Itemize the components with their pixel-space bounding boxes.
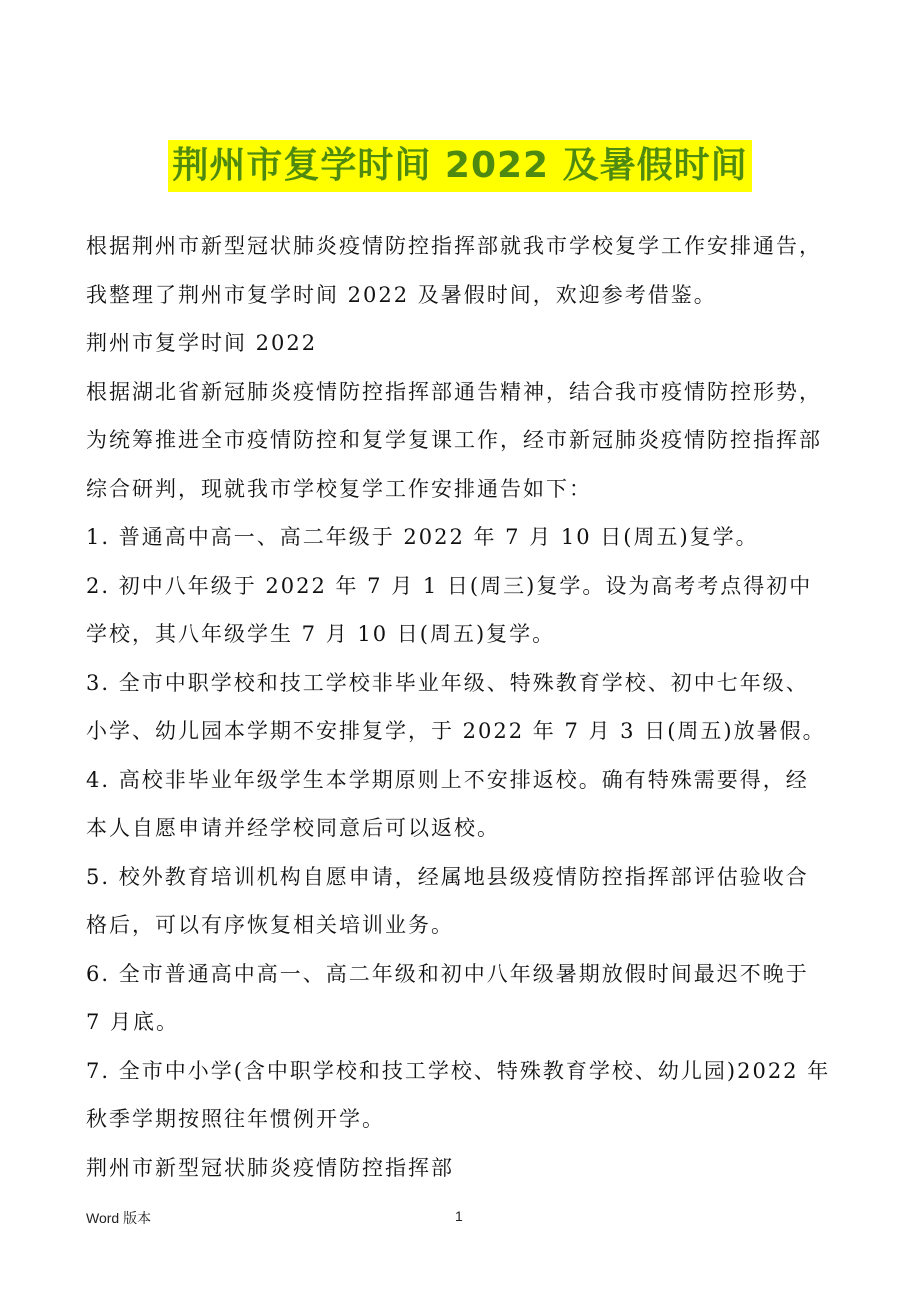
paragraph-item-1: 1. 普通高中高一、高二年级于 2022 年 7 月 10 日(周五)复学。 — [86, 525, 759, 549]
page-number: 1 — [455, 1208, 463, 1224]
paragraph-item-7: 7. 全市中小学(含中职学校和技工学校、特殊教育学校、幼儿园)2022 年秋季学期按照往年惯例开学。 — [86, 1058, 831, 1131]
paragraph-item-5: 5. 校外教育培训机构自愿申请，经属地县级疫情防控指挥部评估验收合格后，可以有序恢复相关培训业务。 — [86, 864, 809, 937]
paragraph-signature: 荆州市新型冠状肺炎疫情防控指挥部 — [86, 1155, 454, 1180]
footer-label: Word 版本 — [86, 1210, 152, 1226]
document-body — [86, 222, 831, 1192]
paragraph-item-6: 6. 全市普通高中高一、高二年级和初中八年级暑期放假时间最迟不晚于 7 月底。 — [86, 961, 809, 1034]
paragraph-item-4: 4. 高校非毕业年级学生本学期原则上不安排返校。确有特殊需要得，经本人自愿申请并经学校同意后可以返校。 — [86, 767, 809, 840]
title-container — [0, 140, 920, 192]
paragraph-item-3: 3. 全市中职学校和技工学校非毕业年级、特殊教育学校、初中七年级、小学、幼儿园本学期不安排复学，于 2022 年 7 月 3 日(周五)放暑假。 — [86, 670, 826, 743]
paragraph-notice: 根据湖北省新冠肺炎疫情防控指挥部通告精神，结合我市疫情防控形势，为统筹推进全市疫情防控和复学复课工作，经市新冠肺炎疫情防控指挥部综合研判，现就我市学校复学工作安排通告如下： — [86, 379, 822, 501]
document-title: 荆州市复学时间 2022 及暑假时间 — [168, 140, 751, 192]
paragraph-intro: 根据荆州市新型冠状肺炎疫情防控指挥部就我市学校复学工作安排通告，我整理了荆州市复学时间 2022 及暑假时间，欢迎参考借鉴。 — [86, 234, 822, 307]
paragraph-subheading: 荆州市复学时间 2022 — [86, 331, 318, 355]
paragraph-item-2: 2. 初中八年级于 2022 年 7 月 1 日(周三)复学。设为高考考点得初中学校，其八年级学生 7 月 10 日(周五)复学。 — [86, 573, 813, 646]
